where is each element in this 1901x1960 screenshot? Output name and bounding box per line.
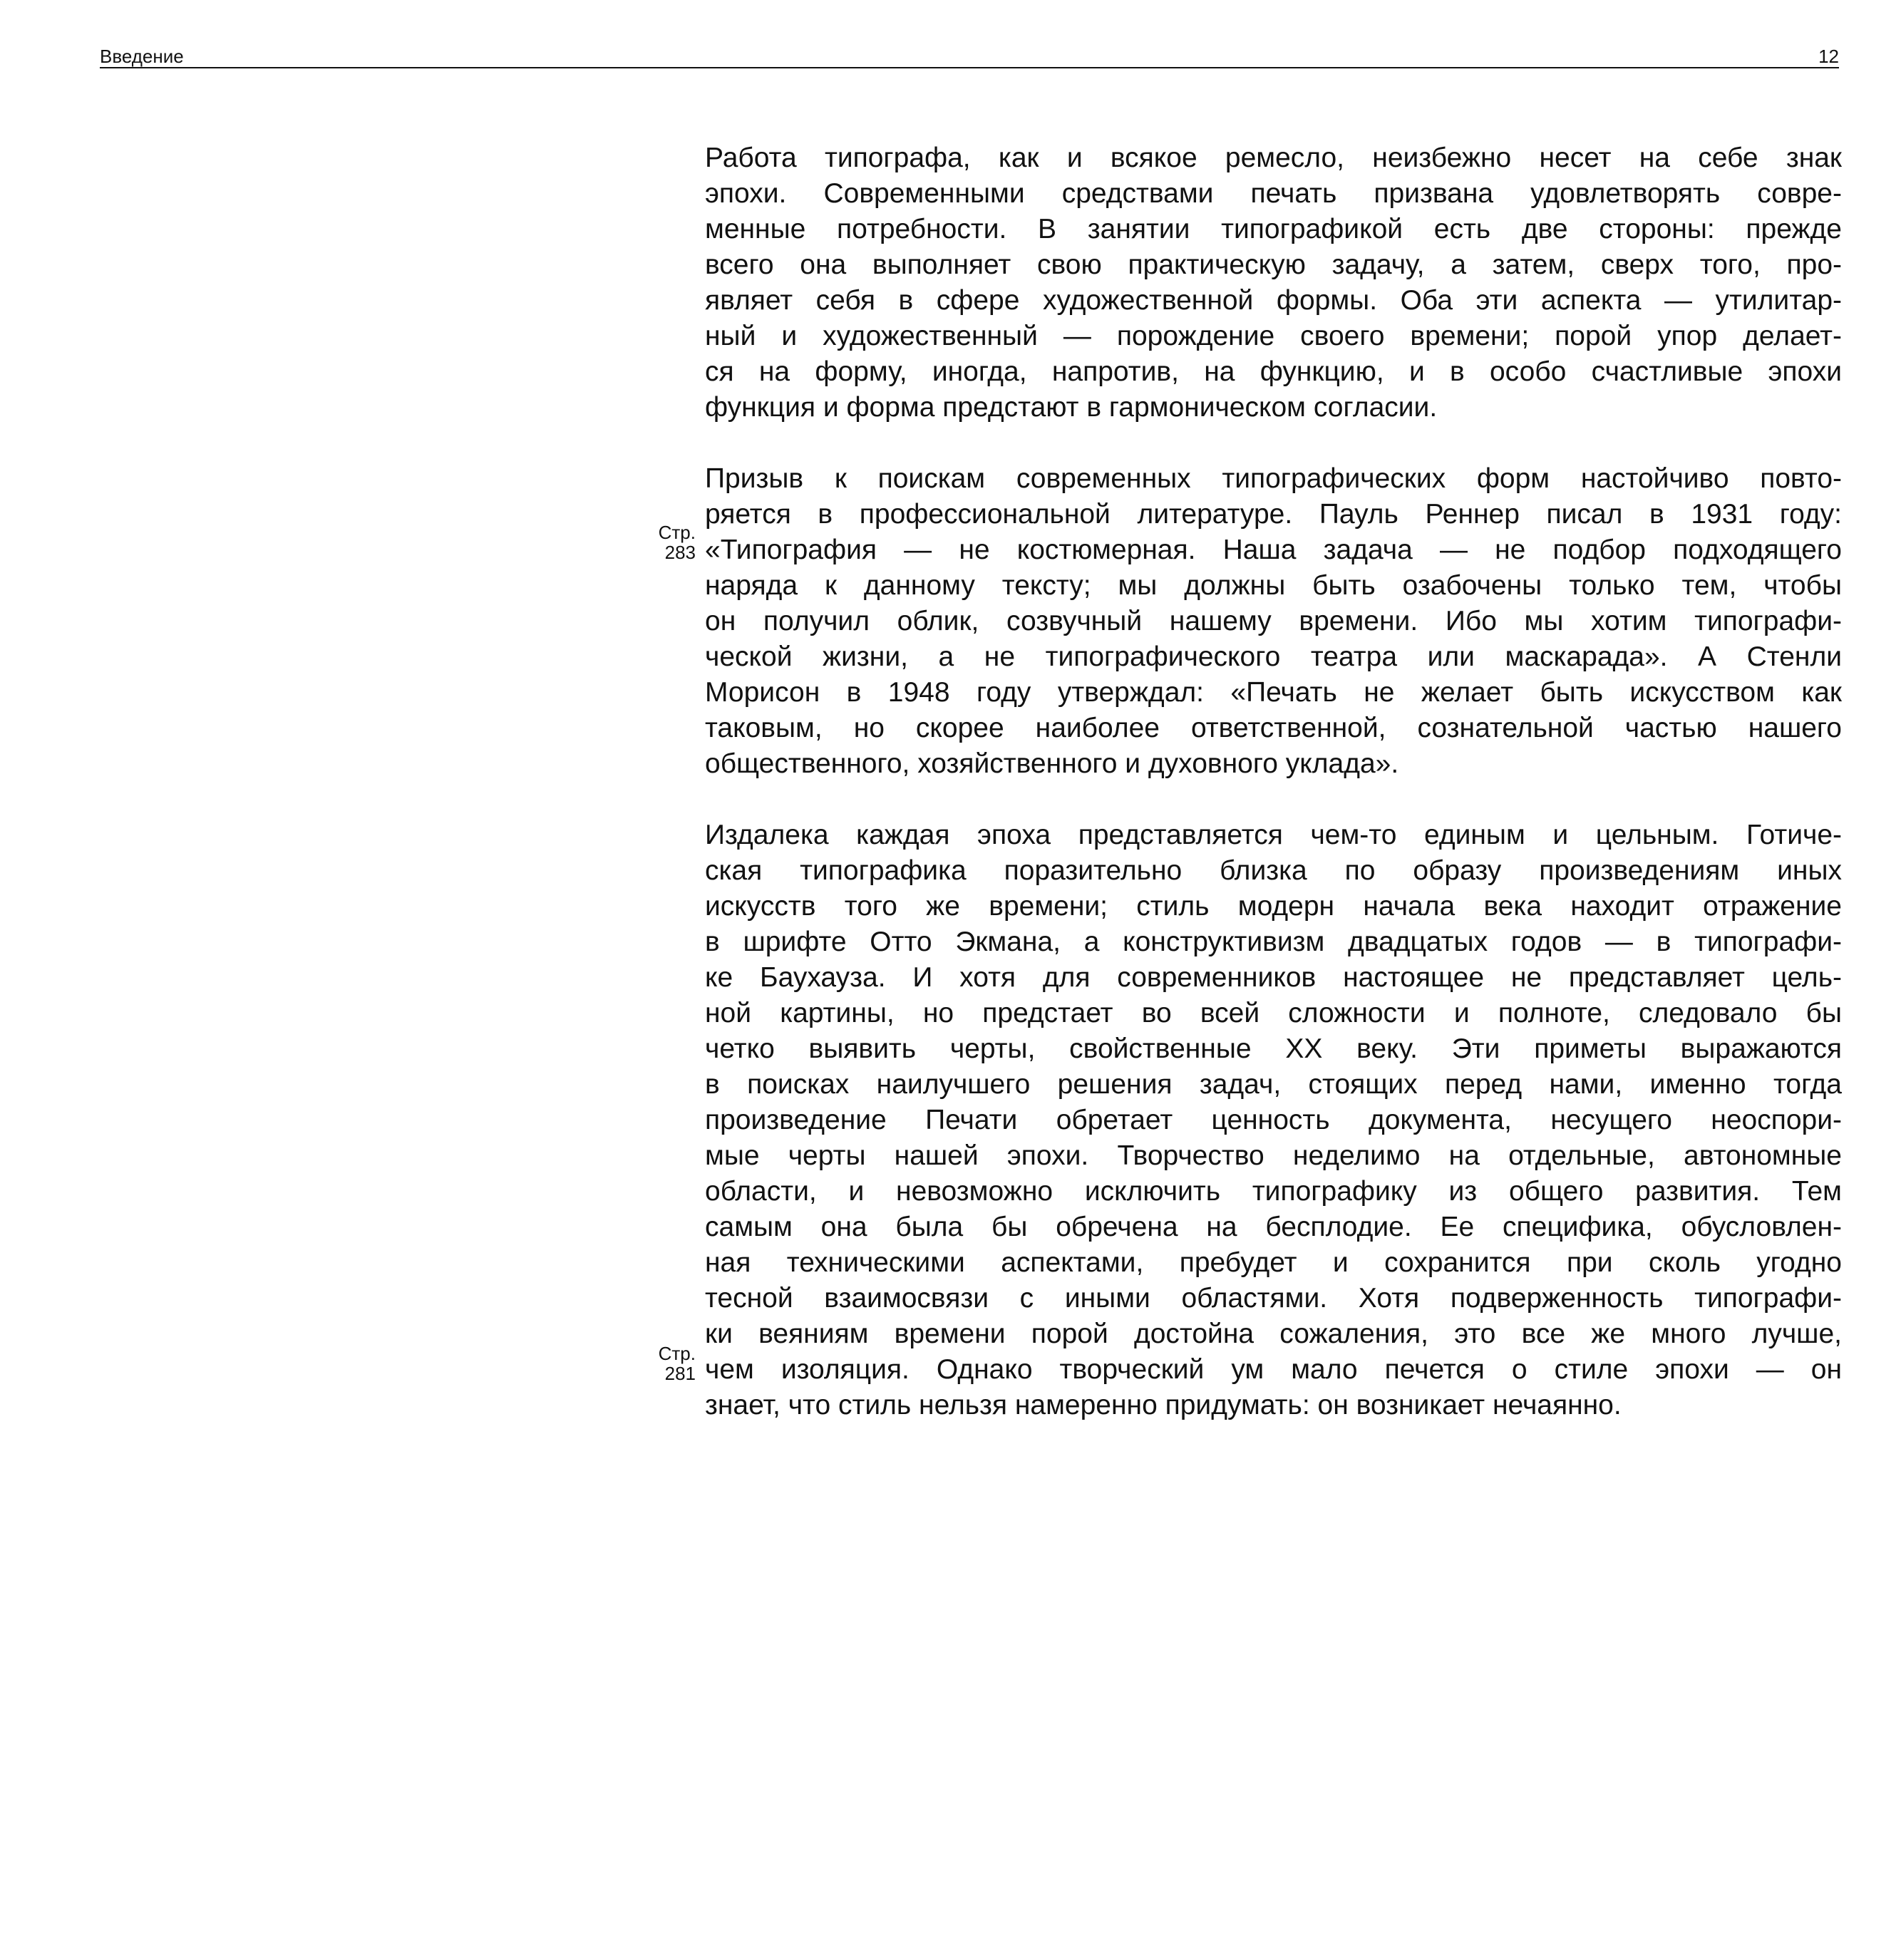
margin-note-label: Стр.: [658, 1343, 696, 1364]
text-line: искусств того же времени; стиль модерн начала века находит отражение: [705, 891, 1842, 922]
text-line: общественного, хозяйственного и духовного уклада».: [705, 748, 1399, 779]
margin-note-page: 283: [664, 542, 696, 563]
text-line: он получил облик, созвучный нашему времени. Ибо мы хотим типографи-: [705, 606, 1842, 636]
text-line: Морисон в 1948 году утверждал: «Печать не желает быть искусством как: [705, 677, 1842, 708]
text-line: самым она была бы обречена на бесплодие. Ее специфика, обусловлен-: [705, 1212, 1842, 1242]
body-text-column: [705, 140, 1842, 1423]
text-line: ки веяниям времени порой достойна сожаления, это все же много лучше,: [705, 1319, 1842, 1349]
section-title: Введение: [100, 46, 184, 67]
text-line: таковым, но скорее наиболее ответственной, сознательной частью нашего: [705, 713, 1842, 743]
text-line: в шрифте Отто Экмана, а конструктивизм двадцатых годов — в типографи-: [705, 927, 1842, 957]
paragraph: [705, 140, 1842, 425]
text-line: всего она выполняет свою практическую задачу, а затем, сверх того, про-: [705, 249, 1842, 280]
running-header: [100, 41, 1839, 68]
paragraph: [705, 817, 1842, 1423]
text-line: менные потребности. В занятии типографикой есть две стороны: прежде: [705, 214, 1842, 244]
margin-note-page: 281: [664, 1363, 696, 1384]
text-line: наряда к данному тексту; мы должны быть озабочены только тем, чтобы: [705, 570, 1842, 601]
text-line: четко выявить черты, свойственные XX веку. Эти приметы выражаются: [705, 1033, 1842, 1064]
text-line: ческой жизни, а не типографического театра или маскарада». А Стенли: [705, 641, 1842, 672]
text-line: ся на форму, иногда, напротив, на функцию, и в особо счастливые эпохи: [705, 356, 1842, 387]
text-line: мые черты нашей эпохи. Творчество неделимо на отдельные, автономные: [705, 1140, 1842, 1171]
page-number: 12: [1818, 46, 1839, 67]
text-line: произведение Печати обретает ценность документа, несущего неоспори-: [705, 1105, 1842, 1135]
text-line: в поисках наилучшего решения задач, стоящих перед нами, именно тогда: [705, 1069, 1842, 1100]
text-line: Работа типографа, как и всякое ремесло, неизбежно несет на себе знак: [705, 143, 1842, 173]
margin-note-page-ref: [650, 1343, 696, 1383]
margin-note-page-ref: [650, 522, 696, 562]
paragraph: [705, 461, 1842, 782]
text-line: ный и художественный — порождение своего времени; порой упор делает-: [705, 321, 1842, 351]
text-line: тесной взаимосвязи с иными областями. Хотя подверженность типографи-: [705, 1283, 1842, 1314]
text-line: области, и невозможно исключить типографику из общего развития. Тем: [705, 1176, 1842, 1207]
text-line: эпохи. Современными средствами печать призвана удовлетворять совре-: [705, 178, 1842, 209]
text-line: ной картины, но предстает во всей сложности и полноте, следовало бы: [705, 998, 1842, 1028]
text-line: являет себя в сфере художественной формы. Оба эти аспекта — утилитар-: [705, 285, 1842, 316]
text-line: ская типографика поразительно близка по образу произведениям иных: [705, 855, 1842, 886]
text-line: ке Баухауза. И хотя для современников настоящее не представляет цель-: [705, 962, 1842, 993]
text-line: знает, что стиль нельзя намеренно придумать: он возникает нечаянно.: [705, 1390, 1622, 1420]
margin-note-label: Стр.: [658, 522, 696, 543]
text-line: «Типография — не костюмерная. Наша задача — не подбор подходящего: [705, 535, 1842, 565]
text-line: функция и форма предстают в гармоническом согласии.: [705, 392, 1438, 423]
text-line: ряется в профессиональной литературе. Пауль Реннер писал в 1931 году:: [705, 499, 1842, 530]
paragraph-gap: [705, 782, 1842, 817]
text-line: чем изоляция. Однако творческий ум мало печется о стиле эпохи — он: [705, 1354, 1842, 1385]
paragraph-gap: [705, 425, 1842, 461]
text-line: ная техническими аспектами, пребудет и сохранится при сколь угодно: [705, 1247, 1842, 1278]
text-line: Призыв к поискам современных типографических форм настойчиво повто-: [705, 463, 1842, 494]
text-line: Издалека каждая эпоха представляется чем-то единым и цельным. Готиче-: [705, 820, 1842, 850]
